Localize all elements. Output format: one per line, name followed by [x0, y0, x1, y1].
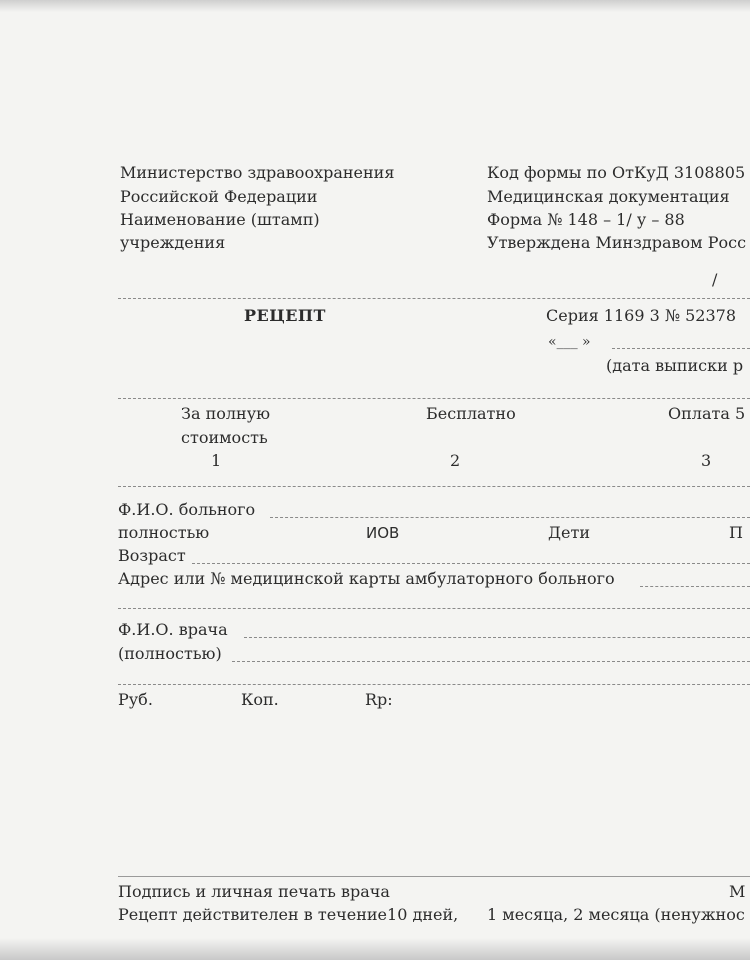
ministry-line-1: Министерство здравоохранения [120, 163, 395, 182]
children-category: Дети [548, 523, 590, 542]
payment-col-3-number: 3 [701, 451, 712, 470]
doctor-name-line-2 [232, 661, 750, 662]
patient-name-line [270, 517, 750, 518]
validity-label: Рецепт действителен в течение10 дней, [118, 905, 459, 924]
seal-mark-label: М [729, 882, 746, 901]
payment-col-2-number: 2 [450, 451, 461, 470]
payment-col-1-number: 1 [211, 451, 222, 470]
validity-options: 1 месяца, 2 месяца (ненужнос [487, 905, 745, 924]
ministry-line-2: Российской Федерации [120, 187, 318, 206]
address-label: Адрес или № медицинской карты амбулаторного больного [118, 569, 615, 588]
scan-edge-bottom [0, 938, 750, 960]
date-underline [612, 348, 750, 349]
divider-footer [118, 876, 750, 877]
divider-header [118, 298, 750, 299]
doctor-full-label: (полностью) [118, 644, 222, 663]
doctor-name-label: Ф.И.О. врача [118, 620, 228, 639]
series-number: Серия 1169 3 № 52378 [546, 306, 736, 325]
divider-patient [118, 486, 750, 487]
rub-label: Руб. [118, 690, 153, 709]
age-line [192, 563, 750, 564]
date-field: «___ » [548, 334, 591, 350]
full-cost-label: За полную [181, 404, 271, 423]
address-line [640, 586, 750, 587]
other-category: П [729, 523, 743, 542]
iov-category: ИОВ [366, 524, 400, 542]
free-label: Бесплатно [426, 404, 516, 423]
doctor-name-line [244, 637, 750, 638]
form-code: Код формы по ОтКуД 3108805 [487, 163, 746, 182]
kop-label: Коп. [241, 690, 279, 709]
institution-label: учреждения [120, 233, 226, 252]
patient-full-label: полностью [118, 523, 210, 542]
stamp-label: Наименование (штамп) [120, 210, 320, 229]
patient-name-label: Ф.И.О. больного [118, 500, 256, 519]
medical-documentation: Медицинская документация [487, 187, 730, 206]
divider-doctor [118, 608, 750, 609]
divider-payment [118, 398, 750, 399]
payment-50-label: Оплата 5 [668, 404, 746, 423]
full-cost-label-2: стоимость [181, 428, 268, 447]
pen-mark: / [712, 270, 718, 289]
signature-label: Подпись и личная печать врача [118, 882, 390, 901]
divider-rx [118, 684, 750, 685]
form-number: Форма № 148 – 1/ у – 88 [487, 210, 685, 229]
form-title: РЕЦЕПТ [244, 306, 326, 325]
approval-line: Утверждена Минздравом Росс [487, 233, 747, 252]
rp-label: Rp: [365, 690, 393, 709]
date-caption: (дата выписки р [606, 356, 744, 375]
scan-edge-top [0, 0, 750, 12]
age-label: Возраст [118, 546, 186, 565]
